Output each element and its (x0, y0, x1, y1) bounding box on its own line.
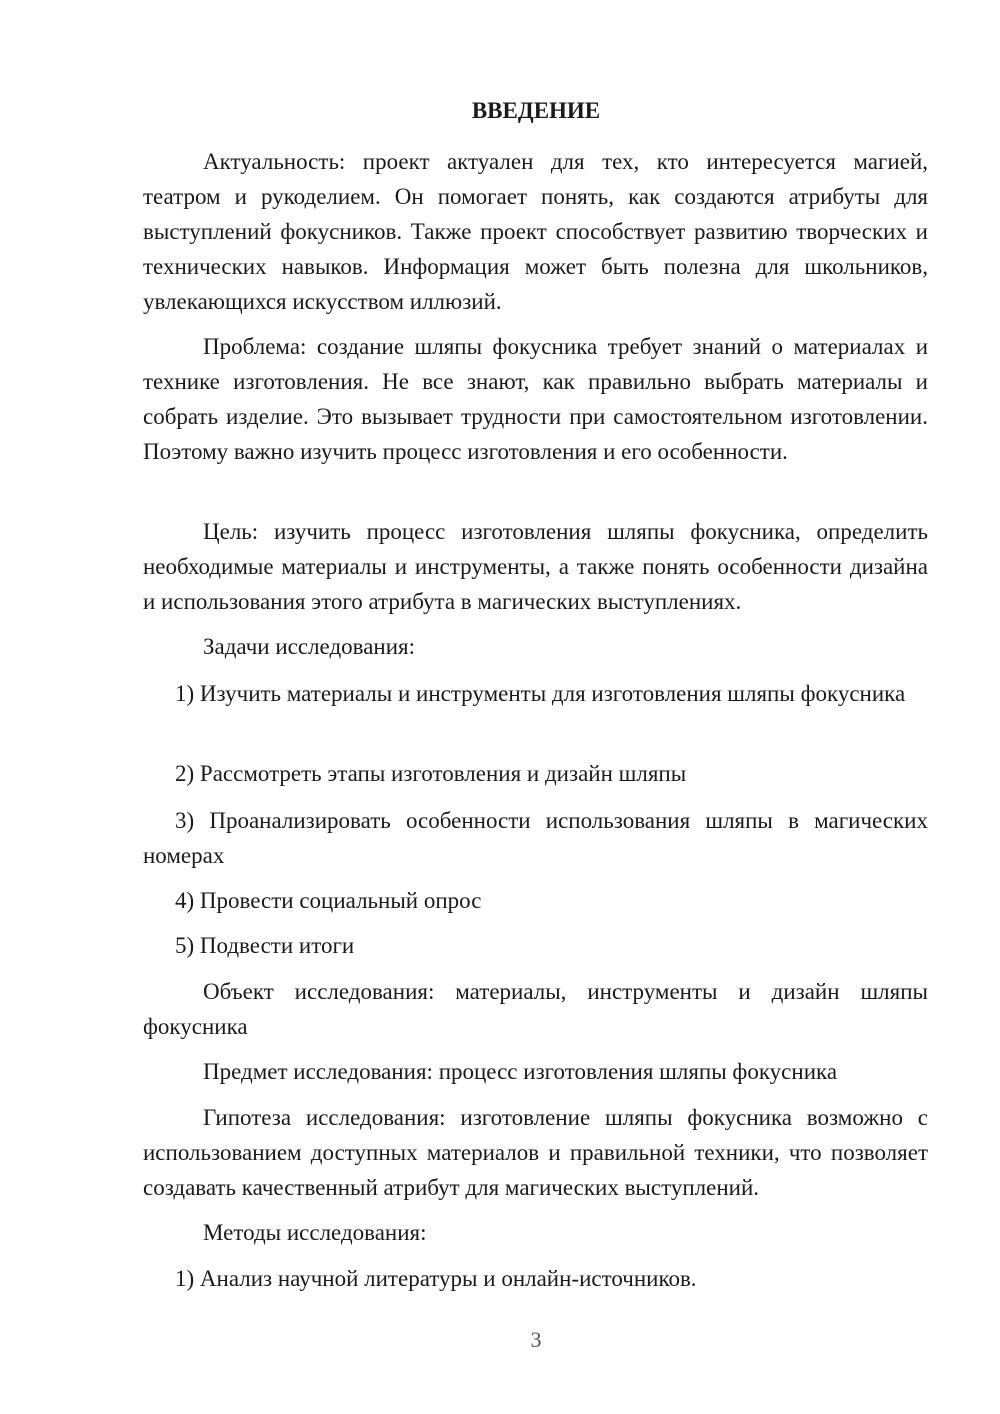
task-item: 5) Подвести итоги (175, 933, 355, 958)
problem-paragraph: Проблема: создание шляпы фокусника требует знаний о материалах и технике изготовления. Не все знают, как правильно выбрать материалы и собрать изделие. Это вызывает трудности при самостоятельном изготовлении. Поэтому важно изучить процесс изготовления и его особенности. (143, 334, 928, 464)
task-item: 3) Проанализировать особенности использования шляпы в магических номерах (143, 808, 928, 868)
task-item: 4) Провести социальный опрос (175, 888, 482, 913)
methods-heading: Методы исследования: (203, 1220, 427, 1245)
page-number: 3 (530, 1327, 542, 1352)
hypothesis-paragraph: Гипотеза исследования: изготовление шляпы фокусника возможно с использованием доступных материалов и правильной техники, что позволяет создавать качественный атрибут для магических выступлений. (143, 1105, 928, 1200)
tasks-heading: Задачи исследования: (203, 634, 416, 659)
goal-paragraph: Цель: изучить процесс изготовления шляпы фокусника, определить необходимые материалы и инструменты, а также понять особенности дизайна и использования этого атрибута в магических выступлениях. (143, 519, 928, 614)
relevance-paragraph: Актуальность: проект актуален для тех, кто интересуется магией, театром и рукоделием. Он помогает понять, как создаются атрибуты для выступлений фокусников. Также проект способствует развитию творческих и технических навыков. Информация может быть полезна для школьников, увлекающихся искусством иллюзий. (143, 149, 928, 314)
method-item: 1) Анализ научной литературы и онлайн-источников. (175, 1266, 697, 1291)
subject-paragraph: Предмет исследования: процесс изготовления шляпы фокусника (203, 1059, 838, 1084)
task-item: 1) Изучить материалы и инструменты для изготовления шляпы фокусника (175, 681, 906, 706)
object-paragraph: Объект исследования: материалы, инструменты и дизайн шляпы фокусника (143, 979, 928, 1039)
task-item: 2) Рассмотреть этапы изготовления и дизайн шляпы (175, 761, 687, 786)
page-title: ВВЕДЕНИЕ (471, 98, 601, 123)
